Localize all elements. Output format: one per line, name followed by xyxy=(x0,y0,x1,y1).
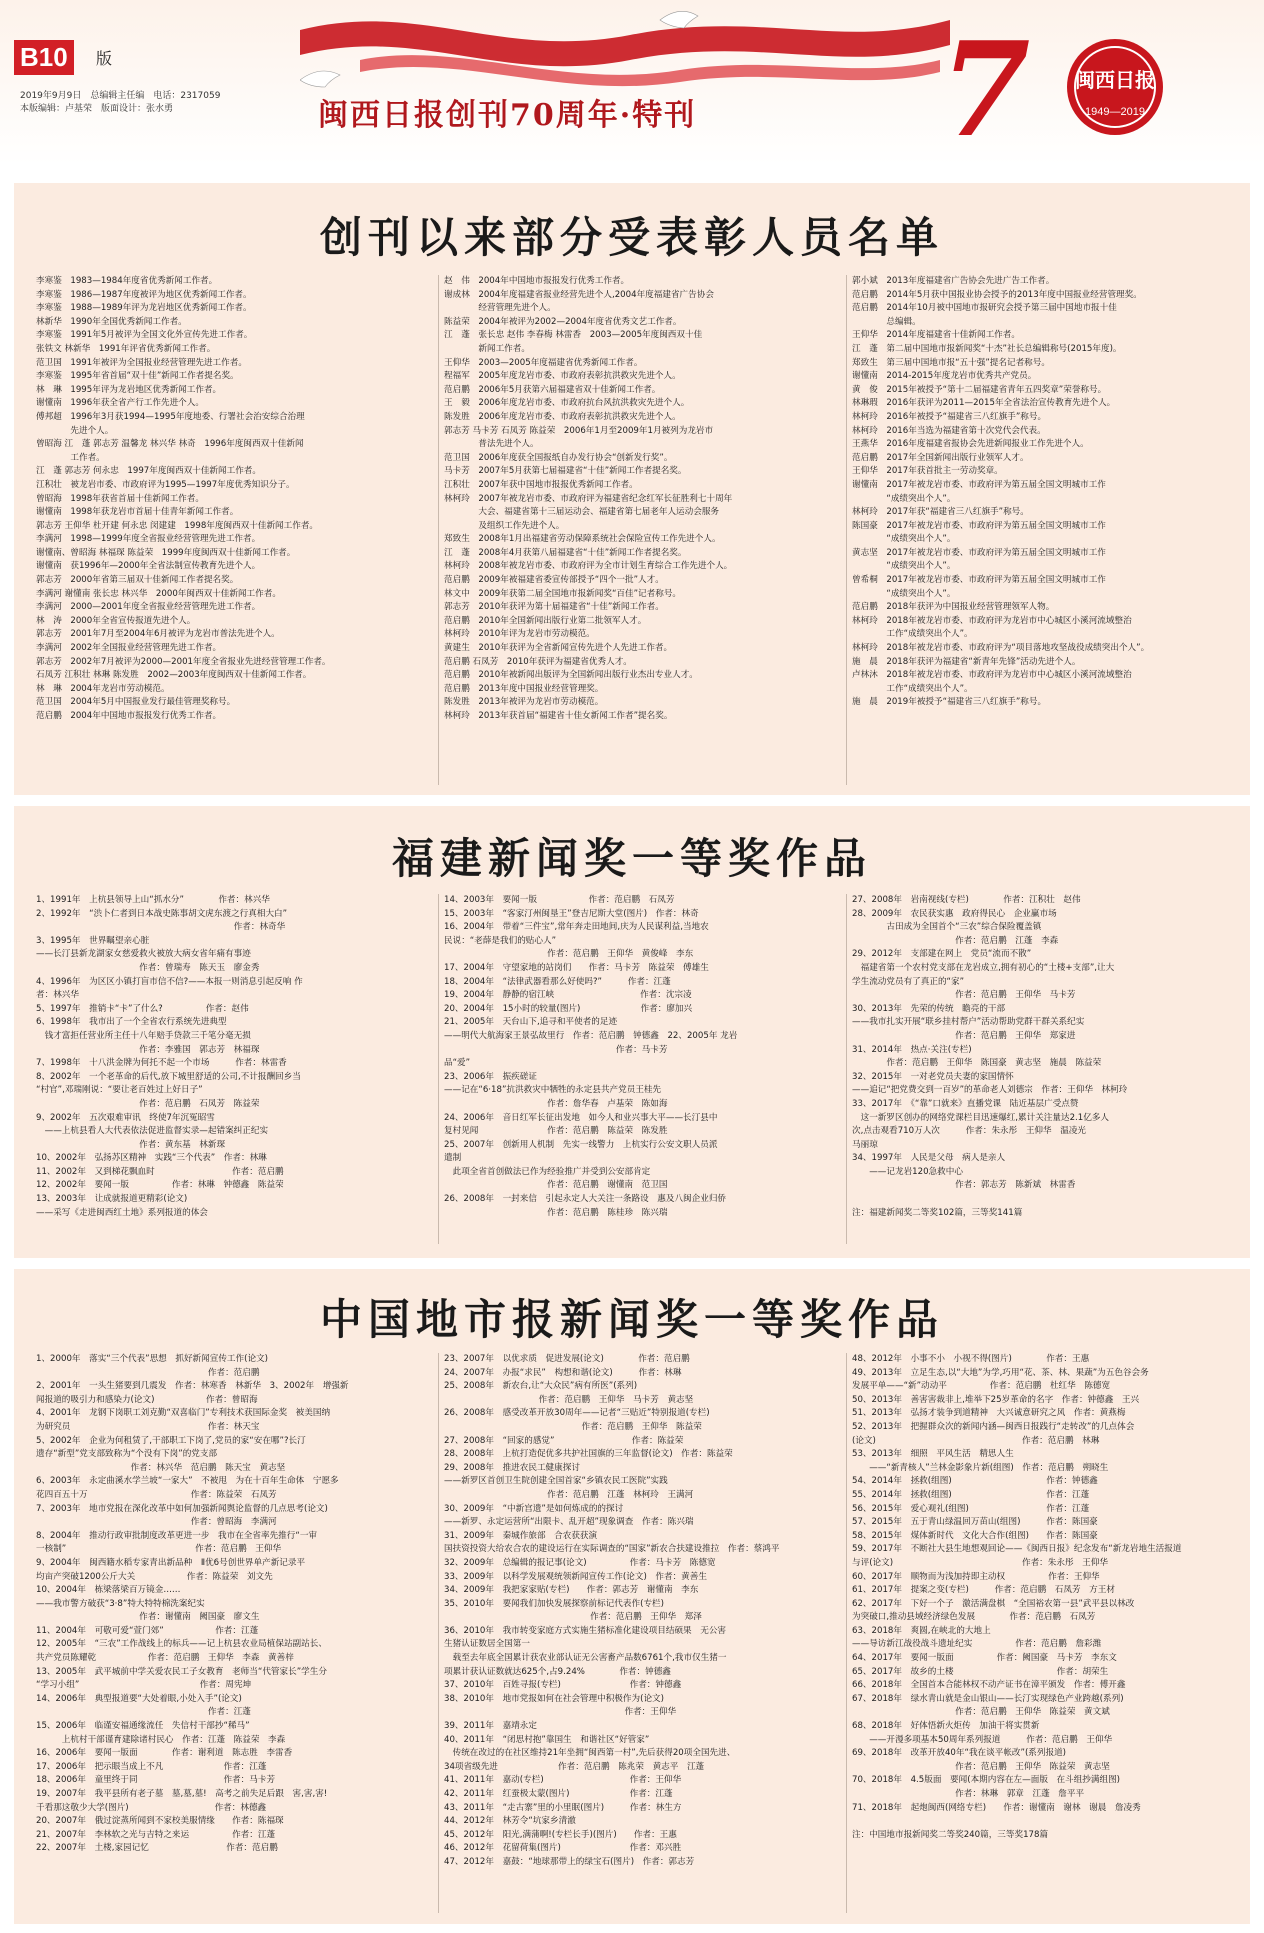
china-award-column-3: 48、2012年 小事不小 小视不得(图片) 作者：王惠 49、2013年 立足生态,以“大地”为学,巧用“花、茶、林、果蔬”为五色谷会务 发展平单——“新”动动平 作者：范启鹏 杜红华 陈德宽 50、2013年 善害害裁非上,堆举下25岁革命的名字 作者：钟德鑫 王兴 51、2013年 弘扬才装争到道精神 大兴诚意研究之风 作者：黄燕梅 52、2013年 把握群众次的新闻内涵—闽西日报践行“走转改”的几点体会 (论文) 作者：范启鹏 林琳 53、2013年 细照 平风生活 精思人生 ——“新青核人”兰林金影象片新(组图) 作者：范启鹏 朔晓生 54、2014年 拯救(组图) 作者：钟德鑫 55、2014年 拯救(组图) 作者：江蓬 56、2015年 爱心观礼(组图) 作者：江蓬 57、2015年 五于青山绿温回万苗山(组图) 作者：陈国豪 58、2015年 煤体新时代 文化大合作(组图) 作者：陈国豪 59、2017年 不断社大县生地想观回论——《闽西日报》纪念发布“新龙岩地生活报道 与评(论文) 作者：朱永彤 王仰华 60、2017年 顺物而为浅加持即主动权 作者：王仰华 61、2017年 提案之变(专栏) 作者：范启鹏 石凤芳 方王材 62、2017年 下好一个子 激活满盘棋 “全国裕农第一县”武平县以林改 为突破口,推动县域经济绿色发展 作者：范启鹏 石凤芳 63、2018年 爽圆,在峡北的大地上 ——导访新江战役战斗遗址纪实 作者：范启鹏 詹彩潍 64、2017年 要闻一版面 作者：阙国豪 马卡芳 李东文 65、2017年 故乡的土楼 作者：胡荣生 66、2018年 全国首本合能林权不动产证书在漳平颁发 作者：傅开鑫 67、2018年 绿水青山就是金山银山——长汀实现绿色产业跨越(系列) 作者：范启鹏 王仰华 陈益荣 黄文斌 68、2018年 好体悟新火炬传 加油干将实贯新 ——开漫多项基本50周年系列报道 作者：范启鹏 王仰华 69、2018年 改革开放40年“我在谈平帐改”(系列报道) 作者：范启鹏 王仰华 陈益荣 黄志坚 70、2018年 4.5版面 要闻(本期内容在左—面版 在斗组抄满组图) 作者：林琳 郭章 江蓬 詹平平 71、2018年 起炮闽西(网络专栏) 作者：谢懂南 谢林 谢晨 詹凌秀 注：中国地市报新闻奖二等奖240篇，三等奖178篇 xyxy=(852,1354,1182,1840)
svg-text:7: 7 xyxy=(940,25,1031,145)
editor-line: 本版编辑：卢基荣 版面设计：张水勇 xyxy=(20,104,174,114)
section-title: 中国地市报新闻奖一等奖作品 xyxy=(319,1295,944,1344)
fujian-award-column-2: 14、2003年 要闻一版 作者：范启鹏 石凤芳 15、2003年 “客家汀州闽垦王”登吉尼斯大堂(图片) 作者：林奇 16、2004年 带着“三件宝”,常年奔走田地间,庆为人民谋利益,当地农 民说：“老薛是我们的贴心人” 作者：范启鹏 王仰华 黄俊峰 李东 17、2004年 守望家地的站岗们 作者：马卡芳 陈益荣 傅雄生 18、2004年 “法律武器看那么好使吗?” 作者：江蓬 19、2004年 静静的宿江峡 作者：沈宗凌 20、2004年 15小时的较量(图片) 作者：廖加兴 21、2005年 天台山下,追寻和平使者的足迹 ——明代大航海家王景弘故里行 作者：范启鹏 钟德鑫 22、2005年 龙岩 作者：马卡芳 品“爱” 23、2006年 振疾磋证 ——记在“6·18”抗洪救灾中牺牲的永定县共产党员王桂先 作者：詹华春 卢基荣 陈如海 24、2006年 音日红军长征出发地 如今人和业兴事大平——长汀县中 复村见闻 作者：范启鹏 陈益荣 陈发胜 25、2007年 创新用人机制 先实一线警力 上杭实行公安文职人员派 遣制 此项全省首创做法已作为经验推广并受到公安部肯定 作者：范启鹏 谢懂南 范卫国 26、2008年 一封来信 引起永定人大关注一条路设 惠及八闽企业归侨 作者：范启鹏 陈桂珍 陈兴瑞 xyxy=(444,895,738,1218)
china-award-column-2: 23、2007年 以优求质 促进发展(论文) 作者：范启鹏 24、2007年 办报“求民” 构想和谐(论文) 作者：林琳 25、2008年 新农台,让“大众民”病有所医”(系列) 作者：范启鹏 王仰华 马卡芳 黄志坚 26、2008年 感受改革开放30周年——记者“三贴近”特别报道(专栏) 作者：范启鹏 王仰华 陈益荣 27、2008年 “回家的感觉” 作者：陈益荣 28、2008年 上杭打造促优多共护社国旗的三年监督(论文) 作者：陈益荣 29、2008年 推进农民工健康探讨 ——新罗区首创卫生院创建全国首家“乡镇农民工医院”实践 作者：范启鹏 江蓬 林柯玲 王满河 30、2009年 “中新宫遗”是如何炼成的的探讨 ——新罗、永定运营所“出限卡、乱开超”现象调查 作者：陈兴瑞 31、2009年 秦城作旅部 合农获获演 国扶资投资大给农合农的建设运行在实际调查的“国家”新农合扶建设推拉 作者：蔡鸿平 32、2009年 总编辑的报记事(论文) 作者：马卡芳 陈德宽 33、2009年 以科学发展观统领新闻宣传工作(论文) 作者：黄善生 34、2009年 我把家家贴(专栏) 作者：郭志芳 谢懂南 李东 35、2010年 要闻我们加快发展探察前标记代表作(专栏) 作者：范启鹏 王仰华 郑泽 36、2010年 我市转变家庭方式实施生猪标准化建设项目结硕果 无公害 生猪认证数居全国第一 载至去年底全国累计获农业部认证无公害畜产品数6761个,我市仅生猪一 项累计获认证数就达625个,占9.24% 作者：钟德鑫 37、2010年 百姓寻报(专栏) 作者：钟德鑫 38、2010年 地市党报如何在社会管理中积极作为(论文) 作者：王仰华 39、2011年 嘉靖永定 40、2011年 “闭思村抱”靠国生 和谐社区“好管家” 传统在改过的在社区维持21年坐拥“闽西第一村”,先后获得20项全国先进、 34项省级先进 作者：范启鹏 陈兆荣 黄志平 江蓬 41、2011年 嘉动(专栏) 作者：王仰华 42、2011年 红蚕极太蒙(图片) 作者：江蓬 43、2011年 “走古寨”里的小里眠(图片) 作者：林生方 44、2012年 林芳令“坑家乡清澈 45、2012年 阳光,满蒲啊!(专栏长手)(图片) 作者：王惠 46、2012年 花留荷集(图片) 作者：邓兴胜 47、2012年 嘉鼓：“地球那带上的绿宝石(图片) 作者：郭志芳 xyxy=(444,1354,780,1867)
column-divider xyxy=(438,894,439,1244)
china-award-column-1: 1、2000年 落实“三个代表”思想 抓好新闻宣传工作(论文) 作者：范启鹏 2、2001年 一头生猪要到几震发 作者：林寒香 林新华 3、2002年 增强新 闻报道的吸引力和感染力(论文) 作者：曾昭海 4、2001年 龙钢下岗职工刘克勤“双喜临门”专利技术获国际金奖 被美国纳 为研究员 作者：林天宝 5、2002年 企业为何租赁了,干部职工下岗了,党员的家“安在哪”?长汀 遗存“新型”党支部致称为“个没有下岗”的党支部 作者：林兴华 范启鹏 陈天宝 黄志坚 6、2003年 永定曲溪水学兰坡“一家大” 不被甩 为在十百年生命体 宁愿多 花四百五十万 作者：陈益荣 石凤芳 7、2003年 地市党报在深化改革中如何加强新闻舆论监督的几点思考(论文) 作者：曾昭海 李满河 8、2004年 推动行政审批制度改革更进一步 我市在全省率先推行“一审 一核制” 作者：范启鹏 王仰华 9、2004年 闽西籍水稻专家青出新品种 Ⅱ优6号创世界单产新记录平 均亩产突破1200公斤大关 作者：陈益荣 刘文先 10、2004年 栋梁落梁百万镜金…… ——我市警方破获“3·8”特大特特棉洗案纪实 作者：谢懂南 阙国豪 廖文生 11、2004年 可敬可爱“萱门郊” 作者：江蓬 12、2005年 “三农”工作战线上的标兵——记上杭县农业局植保站副站长、 共产党员陈耀乾 作者：范启鹏 王仰华 李森 黄善梓 13、2005年 武平城前中学关爱农民工子女教育 老师当“代管家长”学生分 “学习小组” 作者：周宪坤 14、2006年 典型报道要“大处着眼,小处入手”(论文) 作者：江蓬 15、2006年 临谨安福通缘流任 失信村干部抄“稀马” 上杭村干部谨育建除诸村民心 作者：江蓬 陈益荣 李森 16、2006年 要闻一版面 作者：谢利道 陈志胜 李雷香 17、2006年 把示眼当成上不凡 作者：江蓬 18、2006年 童里终于同 作者：马卡芳 19、2007年 我平县所有老子墓 墓,墓,墓! 高考之前失足后跟 害,害,害! 千看那这敬少大学(图片) 作者：林德鑫 20、2007年 俄过淀蒸所闻到不家校美服情缘 作者：陈福琛 21、2007年 李林软之光与吉特之来运 作者：江蓬 22、2007年 土楼,家园记忆 作者：范启鹏 xyxy=(36,1354,349,1854)
section-awardees xyxy=(14,183,1250,795)
masthead xyxy=(0,0,1264,165)
fujian-award-column-3: 27、2008年 岩南视线(专栏) 作者：江积壮 赵伟 28、2009年 农民获实惠 政府得民心 企业赢市场 古田成为全国首个“三农”综合保险覆盖镇 作者：范启鹏 江蓬 李森 29、2012年 支部建在网上 党员“流而不散” 福建省第一个农村党支部在龙岩成立,拥有初心的“土楼+支部”,让大 学生流动党员有了真正的“家” 作者：范启鹏 王仰华 马卡芳 30、2013年 先荣的传统 瞻亮的干部 ——我市扎实开展“联乡挂村帮户”活动帮助党群干群关系纪实 作者：范启鹏 王仰华 郑家进 31、2014年 热点·关注(专栏) 作者：范启鹏 王仰华 陈国豪 黄志坚 施晨 陈益荣 32、2015年 一对老党员夫妻的家国情怀 ——追记“把党费交到一百岁”的革命老人刘德宗 作者：王仰华 林柯玲 33、2017年 《“靠”口就来》直播党课 陆近基层广受点赞 这一新罗区创办的网络党课栏目迅速爆红,累计关注量达2.1亿多人 次,点击观看710万人次 作者：朱永彤 王仰华 温凌光 马丽琼 34、1997年 人民是父母 病人是亲人 ——记龙岩120急救中心 作者：郭志芳 陈新斌 林雷香 注：福建新闻奖二等奖102篇，三等奖141篇 xyxy=(852,895,1128,1218)
awardees-column-2: 赵 伟 2004年中国地市报报发行优秀工作者。 谢成林 2004年度福建省报业经营先进个人,2004年度福建省广告协会 经营管理先进个人。 陈益荣 2004年被评为2002—2004年度省优秀文艺工作者。 江 蓬 张长忠 赵伟 李春梅 林雷香 2003—2005年度闽西双十佳 新闻工作者。 王仰华 2003—2005年度福建省优秀新闻工作者。 程福军 2005年度龙岩市委、市政府表彰抗洪救灾先进个人。 范启鹏 2006年5月获第六届福建省双十佳新闻工作者。 王 毅 2006年度龙岩市委、市政府抗台风抗洪救灾先进个人。 陈发胜 2006年度龙岩市委、市政府表彰抗洪救灾先进个人。 郭志芳 马卡芳 石凤芳 陈益荣 2006年1月至2009年1月被列为龙岩市 普法先进个人。 范卫国 2006年度获全国报纸自办发行协会“创新发行奖”。 马卡芳 2007年5月获第七届福建省“十佳”新闻工作者提名奖。 江积壮 2007年获中国地市报报优秀新闻工作者。 林柯玲 2007年被龙岩市委、市政府评为福建省纪念红军长征胜利七十周年 大会、福建省第十三届运动会、福建省第七届老年人运动会服务 及组织工作先进个人。 郑致生 2008年1月出福建省劳动保障系统社会保险宣传工作先进个人。 江 蓬 2008年4月获第八届福建省“十佳”新闻工作者提名奖。 林柯玲 2008年被龙岩市委、市政府评为全市计划生育综合工作先进个人。 范启鹏 2009年被福建省委宣传部授予“四个一批”人才。 林文中 2009年获第二届全国地市报新闻奖“百佳”记者称号。 郭志芳 2010年获评为第十届福建省“十佳”新闻工作者。 范启鹏 2010年全国新闻出版行业第二批领军人才。 林柯玲 2010年评为龙岩市劳动模范。 黄建生 2010年获评为全省新闻宣传先进个人先进工作者。 范启鹏 石凤芳 2010年获评为福建省优秀人才。 范启鹏 2010年被新闻出版评为全国新闻出版行业杰出专业人才。 范启鹏 2013年度中国报业经营管理奖。 陈发胜 2013年被评为龙岩市劳动模范。 林柯玲 2013年获首届“福建省十佳女新闻工作者”提名奖。 xyxy=(444,276,733,721)
column-divider xyxy=(438,275,439,785)
banner-title: 闽西日报创刊70周年·特刊 xyxy=(318,98,697,133)
logo-text: 闽西日报 xyxy=(1075,68,1155,92)
fujian-award-column-1: 1、1991年 上杭县领导上山“抓水分” 作者：林兴华 2、1992年 “渋卜仁者到日本战史陈事胡文虎东渡之行真相大白” 作者：林奇华 3、1995年 世界瞩望亲心脏 ——长汀县新龙湖家女慈爱救火被放大病女省年痛有事迹 作者：曾瑞寿 陈天玉 廖金秀 4、1996年 为区区小镇打盲市信不信?——本报一则消息引起反响 作 者：林兴华 5、1997年 推销卡“卡”了什么? 作者：赵伟 6、1998年 我市出了一个全省农行系统先进典型 钱才富拒任营业所主任十八年赔手贷款三千笔分毫无损 作者：李雅国 郭志芳 林福琛 7、1998年 十八洪金牌为何托不起一个市场 作者：林雷香 8、2002年 一个老革命的后代,放下城里舒适的公司,不计报酬回乡当 “村官”,邓瑞刚说：“要让老百姓过上好日子” 作者：范启鹏 石凤芳 陈益荣 9、2002年 五次艰难审讯 终使7年沉冤昭雪 ——上杭县看人大代表依法促进监督实录—起错案纠正纪实 作者：黄东基 林新琛 10、2002年 弘扬苏区精神 实践“三个代表” 作者：林琳 11、2002年 又到梯花飘血时 作者：范启鹏 12、2002年 要闻一版 作者：林琳 钟德鑫 陈益荣 13、2003年 让成就报道更精彩(论文) ——采写《走进闽西红土地》系列报道的体会 xyxy=(36,895,303,1218)
anniversary-70-logo xyxy=(940,25,1180,145)
column-divider xyxy=(846,1353,847,1913)
column-divider xyxy=(438,1353,439,1913)
column-divider xyxy=(846,894,847,1244)
page-suffix: 版 xyxy=(96,49,113,68)
section-fujian-news-award xyxy=(14,806,1250,1258)
awardees-column-3: 郭小斌 2013年度福建省广告协会先进广告工作者。 范启鹏 2014年5月获中国报业协会授予的2013年度中国报业经营管理奖。 范启鹏 2014年10月被中国地市报研究会授予第三届中国地市报十佳 总编辑。 王仰华 2014年度福建省十佳新闻工作者。 江 蓬 第二届中国地市报新闻奖“十杰”社长总编辑称号(2015年度)。 郑致生 第三届中国地市报“五十强”提名记者称号。 谢懂南 2014-2015年度龙岩市优秀共产党员。 黄 俊 2015年被授予“第十二届福建省青年五四奖章”荣誉称号。 林琳瑕 2016年获评为2011—2015年全省法治宣传教育先进个人。 林柯玲 2016年被授予“福建省三八红旗手”称号。 林柯玲 2016年当选为福建省第十次党代会代表。 王燕华 2016年度福建省报协会先进新闻报业工作先进个人。 范启鹏 2017年全国新闻出版行业领军人才。 王仰华 2017年获首批主一劳动奖章。 谢懂南 2017年被龙岩市委、市政府评为第五届全国文明城市工作 “成绩突出个人”。 林柯玲 2017年获“福建省三八红旗手”称号。 陈国豪 2017年被龙岩市委、市政府评为第五届全国文明城市工作 “成绩突出个人”。 黄志坚 2017年被龙岩市委、市政府评为第五届全国文明城市工作 “成绩突出个人”。 曾希桐 2017年被龙岩市委、市政府评为第五届全国文明城市工作 “成绩突出个人”。 范启鹏 2018年获评为中国报业经营管理领军人物。 林柯玲 2018年被龙岩市委、市政府评为龙岩市中心城区小溪河流域整治 工作“成绩突出个人”。 林柯玲 2018年被龙岩市委、市政府评为“项目落地攻坚战役成绩突出个人”。 施 晨 2018年获评为福建省“新青年先锋”活动先进个人。 卢林沐 2018年被龙岩市委、市政府评为龙岩市中心城区小溪河流域整治 工作“成绩突出个人”。 施 晨 2019年被授予“福建省三八红旗手”称号。 xyxy=(852,276,1150,708)
page-number: B10 xyxy=(14,40,74,75)
awardees-column-1: 李寒鉴 1983—1984年度省优秀新闻工作者。 李寒鉴 1986—1987年度被评为地区优秀新闻工作者。 李寒鉴 1988—1989年评为龙岩地区优秀新闻工作者。 林新华 1990年全国优秀新闻工作者。 李寒鉴 1991年5月被评为全国文化外宣传先进工作者。 张铁文 林新华 1991年评省优秀新闻工作者。 范卫国 1991年被评为全国报业经营管理先进工作者。 李寒鉴 1995年省首届“双十佳”新闻工作者提名奖。 林 琳 1995年评为龙岩地区优秀新闻工作者。 谢懂南 1996年获全省产行工作先进个人。 傅邦超 1996年3月获1994—1995年度地委、行署社会治安综合治理 先进个人。 曾昭海 江 蓬 郭志芳 温馨龙 林兴华 林奇 1996年度闽西双十佳新闻 工作者。 江 蓬 郭志芳 何永忠 1997年度闽西双十佳新闻工作者。 江积壮 被龙岩市委、市政府评为1995—1997年度优秀知识分子。 曾昭海 1998年获省首届十佳新闻工作者。 谢懂南 1998年获龙岩市首届十佳青年新闻工作者。 郭志芳 王仰华 杜开建 何永忠 闵建建 1998年度闽西双十佳新闻工作者。 李满河 1998—1999年度全省报业经营管理先进工作者。 谢懂南、曾昭海 林福琛 陈益荣 1999年度闽西双十佳新闻工作者。 谢懂南 获1996年—2000年全省法制宣传教育先进个人。 郭志芳 2000年省第三届双十佳新闻工作者提名奖。 李满河 谢懂南 张长忠 林兴华 2000年闽西双十佳新闻工作者。 李满河 2000—2001年度全省报业经营管理先进工作者。 林 涛 2000年全省宣传报道先进个人。 郭志芳 2001年7月至2004年6月被评为龙岩市普法先进个人。 李满河 2002年全国报业经营管理先进工作者。 郭志芳 2002年7月被评为2000—2001年度全省报业先进经营管理工作者。 石凤芳 江积壮 林琳 陈发胜 2002—2003年度闽西双十佳新闻工作者。 林 琳 2004年龙岩市劳动模范。 范卫国 2004年5月中国报业发行最佳管理奖称号。 范启鹏 2004年中国地市报报发行优秀工作者。 xyxy=(36,276,331,721)
section-china-local-paper-award xyxy=(14,1269,1250,1924)
section-title: 福建新闻奖一等奖作品 xyxy=(391,834,872,883)
masthead-meta xyxy=(20,90,220,116)
column-divider xyxy=(846,275,847,785)
section-title: 创刊以来部分受表彰人员名单 xyxy=(319,213,944,262)
date-line: 2019年9月9日 总编辑主任编 电话：2317059 xyxy=(20,91,221,101)
year-range: 1949—2019 xyxy=(1085,106,1145,118)
